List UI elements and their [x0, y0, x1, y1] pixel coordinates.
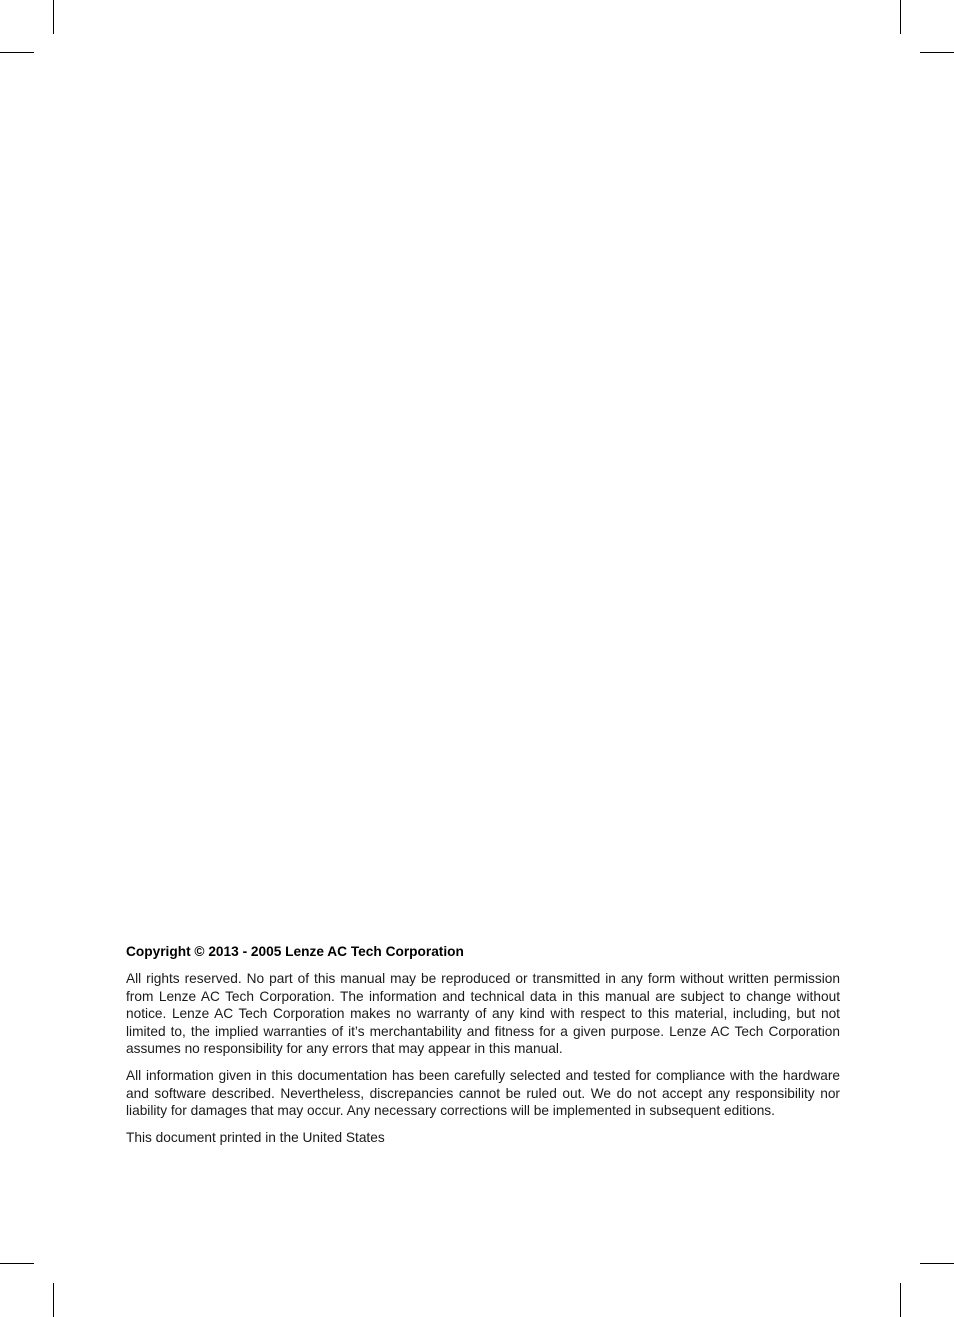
copyright-block — [126, 943, 840, 1155]
crop-mark-top-right-vertical — [900, 0, 901, 34]
crop-mark-bottom-left-horizontal — [0, 1263, 34, 1264]
crop-mark-bottom-left-vertical — [53, 1283, 54, 1317]
crop-mark-bottom-right-horizontal — [920, 1263, 954, 1264]
crop-mark-top-left-vertical — [53, 0, 54, 34]
rights-paragraph: All rights reserved. No part of this manual may be reproduced or transmitted in any form without written permission from Lenze AC Tech Corporation. The information and technical data in this manual are subject to change without notice. Lenze AC Tech Corporation makes no warranty of any kind with respect to this material, including, but not limited to, the implied warranties of it’s merchantability and fitness for a given purpose. Lenze AC Tech Corporation assumes no responsibility for any errors that may appear in this manual. — [126, 971, 840, 1057]
crop-mark-bottom-right-vertical — [900, 1283, 901, 1317]
crop-mark-top-left-horizontal — [0, 52, 34, 53]
crop-mark-top-right-horizontal — [920, 52, 954, 53]
copyright-heading: Copyright © 2013 - 2005 Lenze AC Tech Corporation — [126, 944, 464, 959]
disclaimer-paragraph: All information given in this documentation has been carefully selected and tested for compliance with the hardware and software described. Nevertheless, discrepancies cannot be ruled out. We do not accept any responsibility nor liability for damages that may occur. Any necessary corrections will be implemented in subsequent editions. — [126, 1067, 840, 1119]
printed-in-paragraph: This document printed in the United States — [126, 1129, 385, 1145]
